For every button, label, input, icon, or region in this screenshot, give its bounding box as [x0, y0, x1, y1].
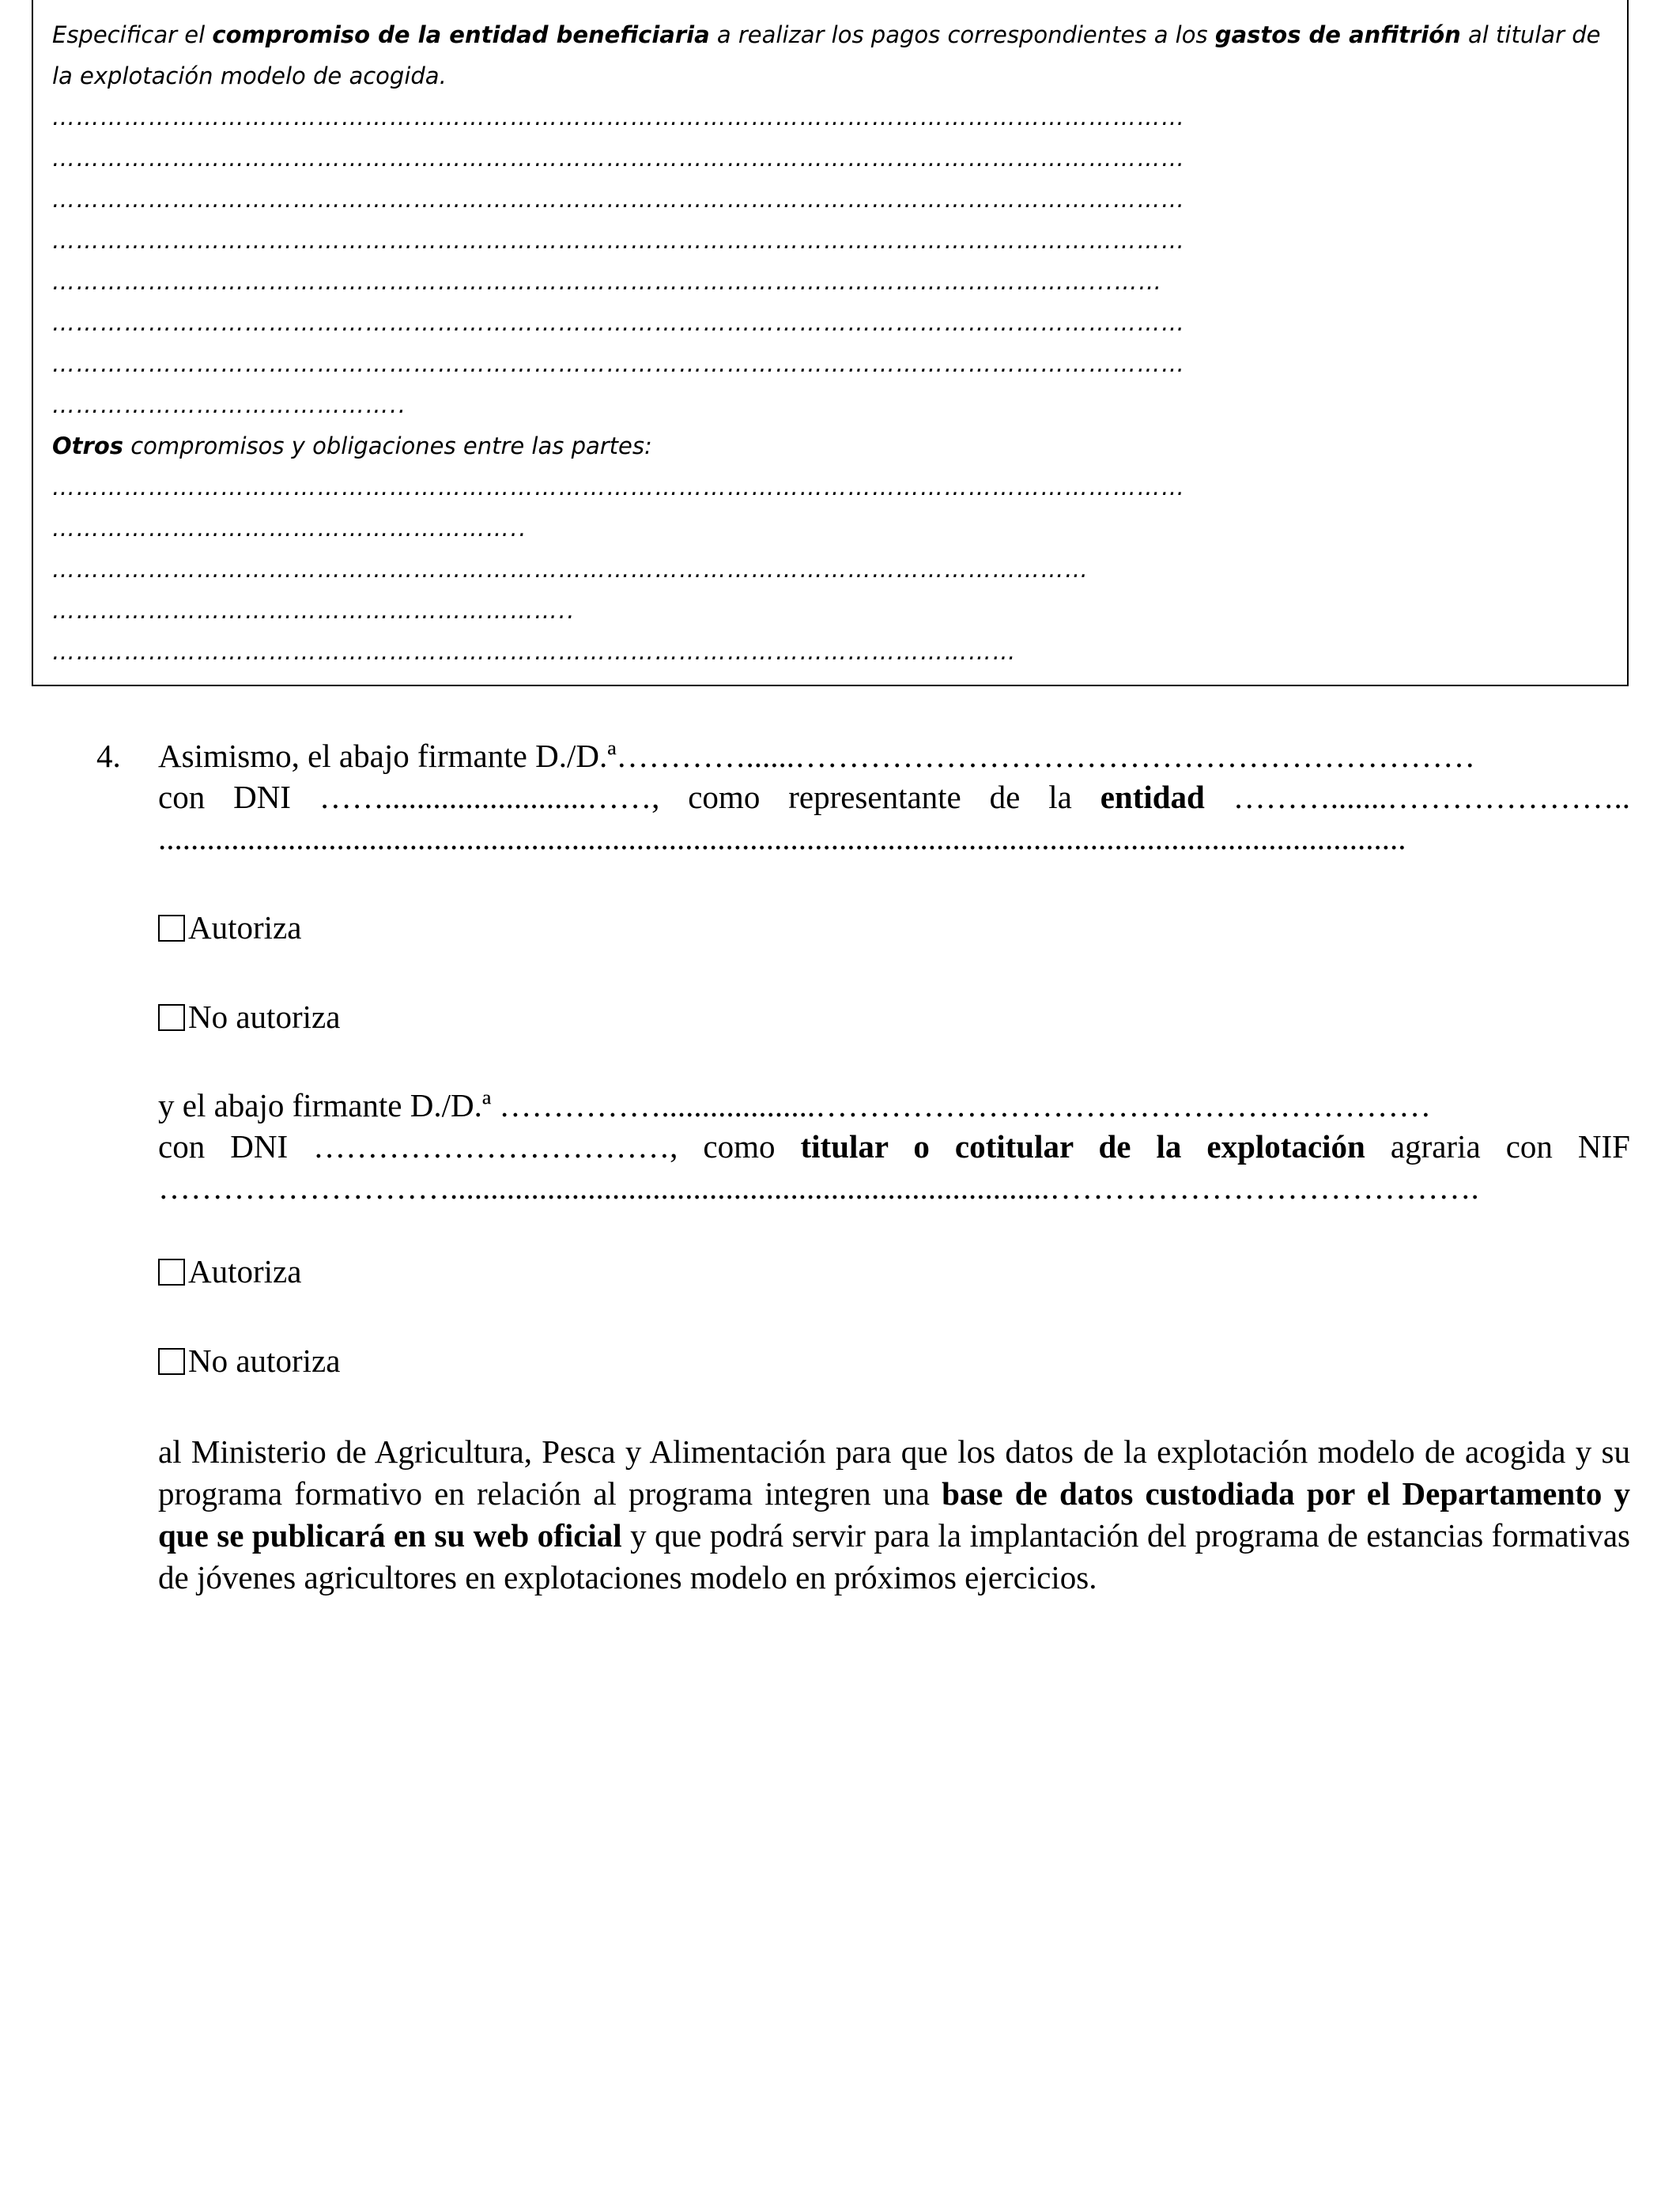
nif-label: agraria con NIF	[1365, 1128, 1630, 1165]
other-bold: Otros	[52, 432, 124, 459]
autoriza-label: Autoriza	[188, 909, 302, 946]
commitment-fill-line[interactable]: ……………………………………………………………………………………………………………………………	[52, 227, 1186, 254]
autoriza-option-1[interactable]	[158, 908, 301, 946]
commitment-fill-line[interactable]: ……………………………………………………………………………………………………………………………	[52, 186, 1186, 213]
holder-name-line[interactable]: y el abajo firmante D./D.ª ……………...................…………………………………………………	[158, 1087, 1432, 1123]
final-text: al Ministerio de Agricultura, Pesca y Alimentación para que los datos de la explotación modelo de acogida y su programa formativo en relación al programa integren una	[158, 1433, 1630, 1512]
authorization-paragraph	[158, 1431, 1630, 1599]
other-text: compromisos y obligaciones entre las partes:	[123, 432, 652, 459]
autoriza-option-2[interactable]	[158, 1252, 301, 1290]
section-number: 4.	[96, 738, 121, 774]
other-fill-line[interactable]: ………………………………………………………..	[52, 597, 576, 624]
checkbox[interactable]	[158, 915, 185, 942]
other-commitments-heading	[52, 425, 1614, 466]
checkbox[interactable]	[158, 1259, 185, 1286]
no-autoriza-label: No autoriza	[188, 999, 341, 1035]
intro-text: a realizar los pagos correspondientes a los	[709, 21, 1215, 48]
commitment-fill-line[interactable]: …………………………………………………………………………………………………………………...……	[52, 268, 1163, 295]
commitment-fill-line[interactable]: ……………………………………..	[52, 391, 407, 418]
no-autoriza-label: No autoriza	[188, 1342, 341, 1379]
autoriza-label: Autoriza	[188, 1253, 302, 1290]
entity-fill[interactable]: ……….......…………………..	[1204, 779, 1630, 815]
commitment-fill-line[interactable]: ……………………………………………………………………………………………………………………………	[52, 350, 1186, 377]
no-autoriza-option-1[interactable]	[158, 998, 340, 1036]
other-fill-line[interactable]: …………………………………………………..	[52, 515, 527, 542]
nif-fill-line[interactable]: ………………………..........................................................................………………………………….	[158, 1169, 1479, 1206]
signer-name-line[interactable]: Asimismo, el abajo firmante D./D.ª…………......………………………………………………………	[158, 738, 1476, 774]
other-fill-line[interactable]: …………………………………………………………………………………………………………………	[52, 556, 1089, 583]
holder-dni-text[interactable]: con DNI ……………………………, como	[158, 1128, 801, 1165]
commitments-box-content	[52, 14, 1614, 672]
intro-text: al titular de la explotación modelo de acogida.	[52, 21, 1601, 89]
intro-bold-entity: compromiso de la entidad beneficiaria	[212, 21, 710, 48]
commitment-fill-line[interactable]: ……………………………………………………………………………………………………………………………	[52, 309, 1186, 336]
other-fill-line[interactable]: …………………………………………………………………………………………………………	[52, 638, 1017, 665]
representative-dni-line	[158, 778, 1630, 816]
other-fill-line[interactable]: ……………………………………………………………………………………………………………………………	[52, 474, 1186, 500]
entity-fill-line[interactable]: ..........................................................................................................................................................	[158, 820, 1406, 856]
holder-dni-line	[158, 1127, 1630, 1165]
commitments-box	[32, 0, 1629, 686]
intro-text: Especificar el	[52, 21, 213, 48]
no-autoriza-option-2[interactable]	[158, 1342, 340, 1380]
intro-bold-host-costs: gastos de anfitrión	[1214, 21, 1461, 48]
entity-bold: entidad	[1100, 779, 1205, 815]
checkbox[interactable]	[158, 1004, 185, 1031]
final-bold: base de datos custodiada por el Departamento y que se publicará en su web oficial	[158, 1475, 1630, 1554]
final-text: y que podrá servir para la implantación del programa de estancias formativas de jóvenes agricultores en explotaciones modelo en próximos ejercicios.	[158, 1517, 1630, 1595]
dni-text[interactable]: con DNI …….........................……, como representante de la	[158, 779, 1100, 815]
commitment-instructions	[52, 14, 1614, 96]
holder-bold: titular o cotitular de la explotación	[800, 1128, 1365, 1165]
commitment-fill-line[interactable]: ……………………………………………………………………………………………………………………………	[52, 145, 1186, 172]
checkbox[interactable]	[158, 1348, 185, 1375]
commitment-fill-line[interactable]: ……………………………………………………………………………………………………………………………	[52, 104, 1186, 130]
